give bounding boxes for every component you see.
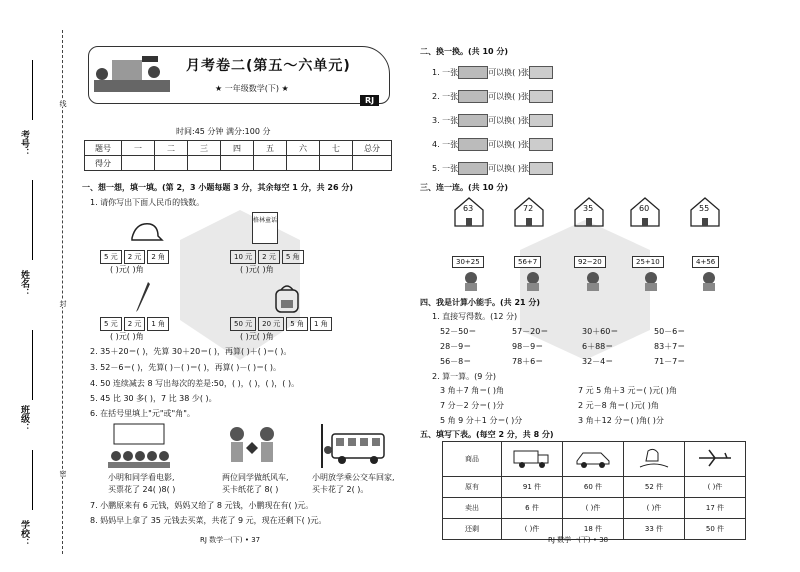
goods-cell: 50 件	[685, 519, 746, 540]
unit-item[interactable]: 5 角 9 分＋1 分＝( )分	[440, 416, 523, 425]
exchange-row-text: 可以换( )张	[488, 116, 529, 125]
class-line	[32, 330, 33, 400]
q3-text: 3. 52－6＝( )，先算( )－( )＝( )，再算( )－( )＝( )。	[90, 363, 281, 372]
blank-d[interactable]: ( )元( )角	[240, 332, 274, 341]
q7-text: 7. 小鹏原来有 6 元钱，妈妈又给了 8 元钱，小鹏现在有( )元。	[90, 501, 314, 510]
banknote-icon	[529, 138, 553, 151]
section1-heading: 一、想一想，填一填。(第 2，3 小题每题 3 分，其余每空 1 分，共 26 分)	[82, 183, 353, 192]
expression-sign[interactable]: 30+25	[452, 256, 484, 268]
unit-item[interactable]: 7 分－2 分＝( )分	[440, 401, 505, 410]
score-input-cell[interactable]	[188, 156, 221, 171]
goods-cell: 18 件	[563, 519, 624, 540]
animal-icon	[638, 270, 664, 292]
exam-no-line	[32, 60, 33, 120]
part2-heading: 2. 算一算。(9 分)	[432, 372, 497, 381]
goods-image-cell	[563, 442, 624, 477]
exchange-row-2	[432, 90, 553, 103]
airplane-icon	[695, 447, 735, 469]
caption-1a: 小明和同学看电影,	[108, 473, 175, 482]
binding-strip	[0, 0, 72, 572]
blank-b[interactable]: ( )元( )角	[240, 265, 274, 274]
pinwheel-kids-illustration	[222, 422, 282, 470]
expression-sign[interactable]: 4+56	[692, 256, 719, 268]
score-cell: 二	[155, 141, 188, 156]
score-cell: 得分	[85, 156, 122, 171]
goods-cell[interactable]: ( )件	[685, 477, 746, 498]
score-cell: 四	[221, 141, 254, 156]
section2-heading: 二、换一换。(共 10 分)	[420, 47, 509, 56]
house-number: 35	[583, 204, 594, 213]
money-note: 10 元	[230, 250, 256, 264]
class-label: 班级：	[19, 405, 29, 432]
score-table-row-score	[85, 156, 392, 171]
score-cell: 六	[287, 141, 320, 156]
money-note: 2 元	[124, 317, 146, 331]
exchange-row-prefix: 1. 一张	[432, 68, 459, 77]
goods-col-head: 商品	[443, 442, 502, 477]
score-cell: 五	[254, 141, 287, 156]
caption-3b[interactable]: 买卡花了 2( )。	[312, 485, 369, 494]
money-group-a	[100, 250, 171, 264]
score-input-cell[interactable]	[155, 156, 188, 171]
q4-text: 4. 50 连续减去 8 写出每次的差是:50，( )，( )，( )，( )。	[90, 379, 300, 388]
money-note: 5 角	[286, 317, 308, 331]
cinema-illustration	[104, 422, 174, 470]
blank-a[interactable]: ( )元( )角	[110, 265, 144, 274]
score-cell: 题号	[85, 141, 122, 156]
section5-heading: 五、填写下表。(每空 2 分，共 8 分)	[420, 430, 554, 439]
calc-item[interactable]: 57－20＝	[512, 327, 549, 336]
money-note: 2 元	[258, 250, 280, 264]
exchange-row-prefix: 4. 一张	[432, 140, 459, 149]
exchange-row-text: 可以换( )张	[488, 140, 529, 149]
goods-row	[443, 498, 746, 519]
exchange-row-text: 可以换( )张	[488, 92, 529, 101]
calc-item[interactable]: 28－9＝	[440, 342, 472, 351]
banknote-icon	[458, 162, 488, 175]
expression-sign[interactable]: 92−20	[574, 256, 606, 268]
name-line	[32, 180, 33, 260]
goods-image-cell	[685, 442, 746, 477]
unit-item[interactable]: 2 元－8 角＝( )元( )角	[578, 401, 659, 410]
exchange-row-prefix: 2. 一张	[432, 92, 459, 101]
caption-1b[interactable]: 买票花了 24( )8( )	[108, 485, 176, 494]
banknote-icon	[529, 114, 553, 127]
section3-heading: 三、连一连。(共 10 分)	[420, 183, 509, 192]
score-cell: 一	[122, 141, 155, 156]
truck-icon	[512, 447, 552, 469]
score-input-cell[interactable]	[221, 156, 254, 171]
exam-subtitle: ★ 一年级数学(下) ★	[215, 84, 289, 93]
money-note: 5 元	[100, 317, 122, 331]
exchange-row-text: 可以换( )张	[488, 68, 529, 77]
expression-sign[interactable]: 56+7	[514, 256, 541, 268]
money-group-b	[230, 250, 306, 264]
footer-right: RJ 数学一(下) • 38	[548, 536, 609, 544]
unit-item[interactable]: 3 角＋7 角＝( )角	[440, 386, 505, 395]
unit-item[interactable]: 7 元 5 角＋3 元＝( )元( )角	[578, 386, 678, 395]
animal-icon	[580, 270, 606, 292]
goods-image-cell	[502, 442, 563, 477]
money-note: 2 元	[124, 250, 146, 264]
score-cell: 七	[320, 141, 353, 156]
name-label: 姓名：	[19, 270, 29, 297]
house-number: 72	[523, 204, 534, 213]
calc-item[interactable]: 52－50＝	[440, 327, 477, 336]
money-group-d	[230, 317, 334, 331]
animal-icon	[520, 270, 546, 292]
calc-item[interactable]: 78＋6＝	[512, 357, 544, 366]
goods-cell[interactable]: ( )件	[563, 498, 624, 519]
score-input-cell[interactable]	[320, 156, 353, 171]
score-input-cell[interactable]	[353, 156, 392, 171]
pen-icon	[132, 280, 152, 316]
q1-text: 1. 请你写出下面人民币的钱数。	[90, 198, 205, 207]
calc-item[interactable]: 83＋7＝	[654, 342, 686, 351]
rj-badge: RJ	[360, 95, 379, 106]
book-icon	[252, 212, 278, 244]
exam-title: 月考卷二(第五～六单元)	[186, 58, 351, 74]
house-number: 60	[639, 204, 650, 213]
goods-image-cell	[624, 442, 685, 477]
score-table	[84, 140, 392, 171]
money-note: 5 元	[100, 250, 122, 264]
footer-left: RJ 数学一(下) • 37	[200, 536, 261, 544]
banknote-icon	[458, 138, 488, 151]
cap-icon	[128, 220, 164, 244]
school-label: 学校：	[19, 520, 29, 547]
goods-cell: 6 件	[502, 498, 563, 519]
money-group-c	[100, 317, 171, 331]
unit-item[interactable]: 3 角＋12 分＝( )角( )分	[578, 416, 664, 425]
score-table-row-header	[85, 141, 392, 156]
calc-item[interactable]: 6＋88＝	[582, 342, 614, 351]
calc-item[interactable]: 71－7＝	[654, 357, 686, 366]
exchange-row-prefix: 5. 一张	[432, 164, 459, 173]
goods-cell: 17 件	[685, 498, 746, 519]
money-note: 1 角	[147, 317, 169, 331]
exchange-row-3	[432, 114, 553, 127]
animal-icon	[696, 270, 722, 292]
goods-cell[interactable]: ( )件	[624, 498, 685, 519]
goods-cell: 33 件	[624, 519, 685, 540]
score-input-cell[interactable]	[254, 156, 287, 171]
exchange-row-1	[432, 66, 553, 79]
calc-item[interactable]: 32－4＝	[582, 357, 614, 366]
money-note: 5 角	[282, 250, 304, 264]
book-label: 格林童话	[253, 217, 278, 224]
money-note: 2 角	[147, 250, 169, 264]
q6-text: 6. 在括号里填上"元"或"角"。	[90, 409, 195, 418]
caption-2b[interactable]: 买卡纸花了 8( )	[222, 485, 279, 494]
money-note: 1 角	[310, 317, 332, 331]
q5-text: 5. 45 比 30 多( )，7 比 38 少( )。	[90, 394, 217, 403]
cut-mark-2: 封	[59, 300, 67, 307]
score-cell: 三	[188, 141, 221, 156]
caption-3a: 小明放学乘公交车回家,	[312, 473, 395, 482]
house-number: 63	[463, 204, 474, 213]
school-line	[32, 450, 33, 510]
goods-row-label: 卖出	[443, 498, 502, 519]
banknote-icon	[458, 114, 488, 127]
calc-item[interactable]: 56－8＝	[440, 357, 472, 366]
goods-table	[442, 441, 746, 540]
exchange-row-4	[432, 138, 553, 151]
expression-sign[interactable]: 25+10	[632, 256, 664, 268]
caption-2a: 两位同学做纸风车,	[222, 473, 289, 482]
goods-row-label: 还剩	[443, 519, 502, 540]
calc-item[interactable]: 50－6＝	[654, 327, 686, 336]
score-input-cell[interactable]	[122, 156, 155, 171]
goods-row-label: 原有	[443, 477, 502, 498]
goods-cell: 60 件	[563, 477, 624, 498]
goods-header-row	[443, 442, 746, 477]
cut-mark-3: 密	[59, 470, 67, 477]
banknote-icon	[458, 90, 488, 103]
animal-icon	[458, 270, 484, 292]
goods-cell: 91 件	[502, 477, 563, 498]
goods-cell: 52 件	[624, 477, 685, 498]
exam-info: 时间:45 分钟 满分:100 分	[176, 127, 271, 136]
banknote-icon	[458, 66, 488, 79]
section4-heading: 四、我是计算小能手。(共 21 分)	[420, 298, 541, 307]
goods-cell[interactable]: ( )件	[502, 519, 563, 540]
q2-text: 2. 35＋20＝( )，先算 30＋20＝( )，再算( )＋( )＝( )。	[90, 347, 292, 356]
banknote-icon	[529, 66, 553, 79]
exam-no-label: 考号：	[19, 130, 29, 157]
car-icon	[573, 447, 613, 469]
money-note: 20 元	[258, 317, 284, 331]
goods-row	[443, 477, 746, 498]
banknote-icon	[529, 162, 553, 175]
score-cell: 总分	[353, 141, 392, 156]
score-input-cell[interactable]	[287, 156, 320, 171]
backpack-icon	[272, 282, 302, 314]
cut-mark-1: 线	[59, 100, 67, 107]
exchange-row-prefix: 3. 一张	[432, 116, 459, 125]
blank-c[interactable]: ( )元( )角	[110, 332, 144, 341]
rocking-horse-icon	[634, 447, 674, 469]
exchange-row-text: 可以换( )张	[488, 164, 529, 173]
house-number: 55	[699, 204, 710, 213]
part1-heading: 1. 直接写得数。(12 分)	[432, 312, 518, 321]
bus-illustration	[318, 420, 386, 470]
school-kids-illustration	[92, 52, 172, 96]
calc-item[interactable]: 30＋60＝	[582, 327, 619, 336]
banknote-icon	[529, 90, 553, 103]
calc-item[interactable]: 98－9＝	[512, 342, 544, 351]
q8-text: 8. 妈妈早上拿了 35 元钱去买菜，共花了 9 元，现在还剩下( )元。	[90, 516, 327, 525]
exchange-row-5	[432, 162, 553, 175]
money-note: 50 元	[230, 317, 256, 331]
